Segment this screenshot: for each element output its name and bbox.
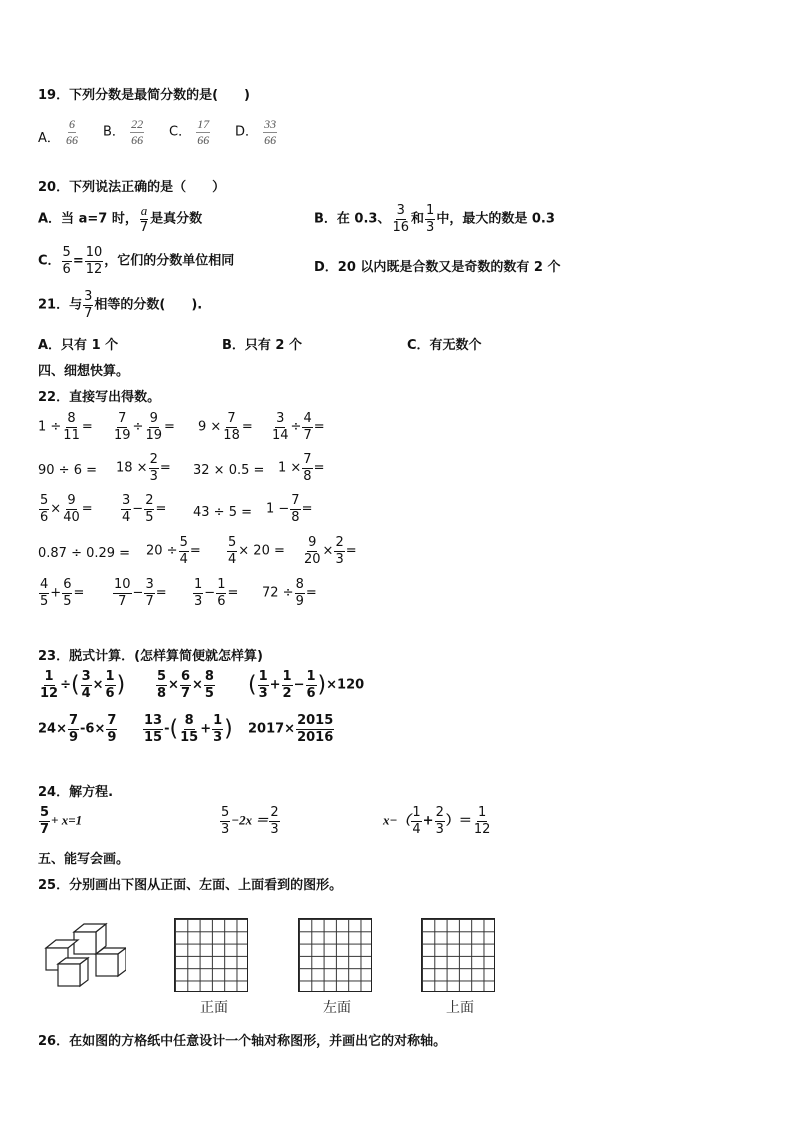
expr: 2017× $\frac{2015}{2016}$: [248, 713, 334, 745]
expr: 1 × $\frac{7}{8}$ =: [278, 452, 325, 484]
q20-option-a: A．当 a=7 时， $\frac{a}{7}$ 是真分数: [38, 203, 203, 235]
grid-label-left: 左面: [323, 1001, 351, 1016]
top-view-grid[interactable]: [421, 918, 495, 992]
option-label: D．: [235, 124, 259, 140]
q24-stem: 24．解方程.: [38, 785, 114, 800]
expr: $\frac{9}{20}$ × $\frac{2}{3}$ =: [304, 535, 357, 567]
expr: $\frac{1}{12}$ ÷( $\frac{3}{4}$ × $\frac{1}{6}$ ): [40, 669, 126, 701]
equation: x−（ $\frac{1}{4}$ + $\frac{2}{3}$ ）＝ $\frac{1}{12}$: [383, 805, 491, 837]
q19-stem: 19．下列分数是最简分数的是( ): [38, 88, 250, 103]
expr: ( $\frac{1}{3}$ + $\frac{1}{2}$ − $\frac{1}{6}$ )×120: [248, 669, 365, 701]
option-label: A．: [38, 131, 60, 147]
expr: $\frac{1}{3}$ − $\frac{1}{6}$ =: [194, 577, 239, 609]
equation: $\frac{5}{3}$ −2x ＝ $\frac{2}{3}$: [221, 805, 279, 837]
q19-option-a: [38, 118, 80, 146]
expr: $\frac{5}{4}$ × 20 =: [228, 535, 285, 567]
q21-stem: 21．与 $\frac{3}{7}$ 相等的分数( ).: [38, 289, 203, 321]
q21-option-a: A．只有 1 个: [38, 338, 119, 353]
fraction: $\frac{22}{66}$: [131, 117, 144, 147]
expr: $\frac{7}{19}$ ÷ $\frac{9}{19}$ =: [114, 411, 175, 443]
front-view-grid[interactable]: [174, 918, 248, 992]
fraction: $\frac{17}{66}$: [197, 117, 210, 147]
grid-label-front: 正面: [200, 1001, 228, 1016]
expr: 9 × $\frac{7}{18}$ =: [198, 411, 253, 443]
q20-option-c: C． $\frac{5}{6}$ = $\frac{10}{12}$ ，它们的分数单位相同: [38, 245, 235, 277]
section-heading: 五、能写会画。: [38, 852, 130, 867]
section-heading: 四、细想快算。: [38, 364, 130, 379]
expr: 43 ÷ 5 =: [193, 505, 252, 520]
expr: 1 − $\frac{7}{8}$ =: [266, 493, 313, 525]
expr: $\frac{4}{5}$ + $\frac{6}{5}$ =: [40, 577, 85, 609]
option-label: B．: [103, 124, 125, 140]
expr: 18 × $\frac{2}{3}$ =: [116, 452, 171, 484]
fraction: $\frac{33}{66}$: [264, 117, 277, 147]
equation: $\frac{5}{7}$ + x=1: [40, 805, 83, 837]
expr: $\frac{5}{6}$ × $\frac{9}{40}$ =: [40, 493, 93, 525]
q21-option-c: C．有无数个: [407, 338, 482, 353]
q23-stem: 23．脱式计算．(怎样算简便就怎样算): [38, 649, 263, 664]
expr: 72 ÷ $\frac{8}{9}$ =: [262, 577, 317, 609]
expr: $\frac{3}{14}$ ÷ $\frac{4}{7}$ =: [272, 411, 325, 443]
q19-option-b: [103, 118, 145, 146]
option-label: C．: [169, 124, 192, 140]
expr: $\frac{13}{15}$ -( $\frac{8}{15}$ + $\frac{1}{3}$ ): [144, 713, 233, 745]
expr: $\frac{3}{4}$ − $\frac{2}{5}$ =: [122, 493, 167, 525]
q20-option-b: B．在 0.3、 $\frac{3}{16}$ 和 $\frac{1}{3}$ 中，最大的数是 0.3: [314, 203, 555, 235]
q22-stem: 22．直接写出得数。: [38, 390, 161, 405]
q20-stem: 20．下列说法正确的是（ ）: [38, 180, 226, 195]
expr: 90 ÷ 6 =: [38, 463, 97, 478]
fraction: $\frac{6}{66}$: [66, 117, 79, 147]
cube-stack-figure: [44, 922, 126, 994]
left-view-grid[interactable]: [298, 918, 372, 992]
expr: 24× $\frac{7}{9}$ -6× $\frac{7}{9}$: [38, 713, 117, 745]
q19-option-c: [169, 118, 211, 146]
q25-stem: 25．分别画出下图从正面、左面、上面看到的图形。: [38, 878, 343, 893]
grid-label-top: 上面: [446, 1001, 474, 1016]
expr: 0.87 ÷ 0.29 =: [38, 546, 131, 561]
q19-option-d: [235, 118, 278, 146]
q20-option-d: D．20 以内既是合数又是奇数的数有 2 个: [314, 260, 561, 275]
q26-stem: 26．在如图的方格纸中任意设计一个轴对称图形，并画出它的对称轴。: [38, 1034, 447, 1049]
expr: $\frac{5}{8}$ × $\frac{6}{7}$ × $\frac{8}{5}$: [157, 669, 214, 701]
expr: 20 ÷ $\frac{5}{4}$ =: [146, 535, 201, 567]
expr: $\frac{10}{7}$ − $\frac{3}{7}$ =: [114, 577, 167, 609]
expr: 1 ÷ $\frac{8}{11}$ =: [38, 411, 93, 443]
q21-option-b: B．只有 2 个: [222, 338, 303, 353]
expr: 32 × 0.5 =: [193, 463, 265, 478]
